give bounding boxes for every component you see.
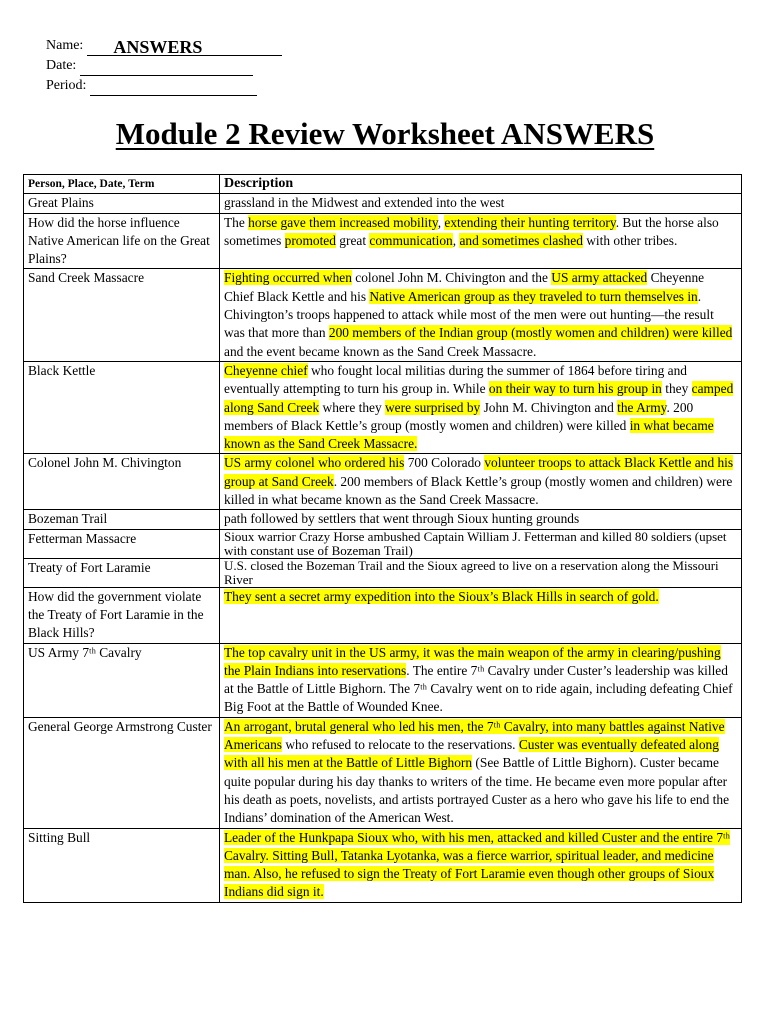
highlighted-text: volunteer troops to attack Black Kettle and his group at Sand Creek bbox=[224, 455, 734, 489]
description-cell bbox=[220, 454, 742, 510]
description-cell bbox=[220, 269, 742, 361]
description-text: who refused to relocate to the reservations. bbox=[282, 737, 519, 753]
description-cell bbox=[220, 194, 742, 213]
table-row bbox=[24, 529, 742, 558]
highlighted-text: the Army bbox=[617, 399, 667, 415]
term-cell: US Army 7ᵗʰ Cavalry bbox=[24, 643, 220, 717]
student-info-header bbox=[46, 36, 306, 96]
table-body bbox=[24, 194, 742, 902]
description-text: . Chivington’s troops happened to attack while most of the men were out hunting—the result was that more than bbox=[224, 288, 714, 341]
term-cell: General George Armstrong Custer bbox=[24, 717, 220, 828]
date-label: Date: bbox=[46, 58, 77, 73]
description-text: great bbox=[335, 232, 370, 248]
term-cell: Treaty of Fort Laramie bbox=[24, 558, 220, 587]
description-text: U.S. closed the Bozeman Trail and the Sioux agreed to live on a reservation along the Missouri River bbox=[224, 557, 719, 587]
term-cell: Fetterman Massacre bbox=[24, 529, 220, 558]
table-row bbox=[24, 213, 742, 269]
highlighted-text: camped along Sand Creek bbox=[224, 381, 734, 415]
highlighted-text: Cheyenne chief bbox=[224, 362, 308, 378]
description-text: Sioux warrior Crazy Horse ambushed Captain William J. Fetterman and killed 80 soldiers (upset with constant use of Bozeman Trail) bbox=[224, 528, 727, 558]
description-cell bbox=[220, 213, 742, 269]
description-text: . 200 members of Black Kettle’s group (mostly women and children) were killed bbox=[224, 399, 694, 433]
highlighted-text: and sometimes clashed bbox=[459, 232, 583, 248]
highlighted-text: Fighting occurred when bbox=[224, 270, 352, 286]
term-cell: Colonel John M. Chivington bbox=[24, 454, 220, 510]
description-cell bbox=[220, 529, 742, 558]
table-row bbox=[24, 194, 742, 213]
description-cell bbox=[220, 828, 742, 902]
description-cell bbox=[220, 361, 742, 453]
name-line bbox=[46, 36, 306, 56]
description-text: The bbox=[224, 214, 249, 230]
table-row bbox=[24, 587, 742, 643]
description-text: with other tribes. bbox=[582, 232, 678, 248]
term-cell: Black Kettle bbox=[24, 361, 220, 453]
highlighted-text: were surprised by bbox=[385, 399, 481, 415]
description-text: John M. Chivington and bbox=[480, 399, 618, 415]
description-text: (See Battle of Little Bighorn). Custer became quite popular during his day thanks to writers of the time. He became even more popular after his death as poets, novelists, and artists portrayed Custer as a hero who gave his life to end the Indians’ domination of the American West. bbox=[224, 755, 730, 826]
description-cell bbox=[220, 717, 742, 828]
period-line bbox=[46, 76, 306, 96]
description-text: , bbox=[437, 214, 445, 230]
date-line bbox=[46, 56, 306, 76]
name-value: ANSWERS bbox=[113, 37, 203, 57]
highlighted-text: Native American group as they traveled to turn themselves in bbox=[369, 288, 698, 304]
highlighted-text: An arrogant, brutal general who led his men, the 7ᵗʰ Cavalry, into many battles against Native Americans bbox=[224, 718, 725, 753]
worksheet-title-text: Module 2 Review Worksheet ANSWERS bbox=[115, 116, 655, 151]
highlighted-text: in what became known as the Sand Creek Massacre. bbox=[224, 417, 714, 452]
highlighted-text: extending their hunting territory bbox=[444, 214, 616, 230]
highlighted-text: 200 members of the Indian group (mostly women and children) were killed bbox=[328, 325, 733, 341]
table-row bbox=[24, 717, 742, 828]
description-text: where they bbox=[319, 399, 386, 415]
highlighted-text: communication bbox=[369, 232, 453, 248]
term-cell: Bozeman Trail bbox=[24, 510, 220, 529]
description-text: who fought local militias during the summer of 1864 before tiring and eventually attempting to turn his group in. While bbox=[224, 362, 687, 397]
description-text: Cheyenne Chief Black Kettle and his bbox=[224, 270, 705, 304]
highlighted-text: They sent a secret army expedition into the Sioux’s Black Hills in search of gold. bbox=[224, 588, 659, 604]
highlighted-text: US army attacked bbox=[551, 270, 648, 286]
period-field[interactable] bbox=[90, 80, 257, 96]
description-cell bbox=[220, 587, 742, 643]
period-label: Period: bbox=[46, 78, 87, 93]
table-row bbox=[24, 269, 742, 361]
review-table bbox=[23, 174, 742, 903]
description-text: . 200 members of Black Kettle’s group (mostly women and children) were killed in what became known as the Sand Creek Massacre. bbox=[224, 473, 733, 508]
description-cell bbox=[220, 643, 742, 717]
column-header-description: Description bbox=[220, 175, 742, 194]
column-header-term: Person, Place, Date, Term bbox=[24, 175, 220, 194]
description-text: colonel John M. Chivington and the bbox=[351, 270, 552, 286]
highlighted-text: promoted bbox=[284, 232, 336, 248]
highlighted-text: The top cavalry unit in the US army, it was the main weapon of the army in clearing/pushing the Plain Indians into reservations bbox=[224, 644, 721, 678]
name-field[interactable] bbox=[87, 37, 282, 57]
term-cell: Great Plains bbox=[24, 194, 220, 213]
description-text: they bbox=[661, 381, 692, 397]
worksheet-title bbox=[0, 116, 770, 152]
table-row bbox=[24, 828, 742, 902]
table-row bbox=[24, 558, 742, 587]
table-row bbox=[24, 361, 742, 453]
description-text: path followed by settlers that went through Sioux hunting grounds bbox=[224, 511, 580, 527]
description-cell bbox=[220, 558, 742, 587]
highlighted-text: US army colonel who ordered his bbox=[224, 455, 405, 471]
description-text: grassland in the Midwest and extended into the west bbox=[224, 195, 505, 211]
description-text: 700 Colorado bbox=[404, 455, 485, 471]
highlighted-text: on their way to turn his group in bbox=[488, 381, 662, 397]
highlighted-text: Leader of the Hunkpapa Sioux who, with his men, attacked and killed Custer and the entire 7ᵗʰ Cavalry. Sitting Bull, Tatanka Lyotanka, was a fierce warrior, spiritual leader, and medicine man. Also, he refused to sign the Treaty of Fort Laramie even though other groups of Sioux Indians did sign it. bbox=[224, 829, 730, 900]
description-text: . The entire 7ᵗʰ Cavalry under Custer’s leadership was killed at the Battle of Little Bighorn. The 7ᵗʰ Cavalry went on to ride again, including defeating Chief Big Foot at the Battle of Wounded Knee. bbox=[224, 662, 733, 715]
highlighted-text: horse gave them increased mobility bbox=[248, 214, 438, 230]
term-cell: How did the horse influence Native American life on the Great Plains? bbox=[24, 213, 220, 269]
description-cell bbox=[220, 510, 742, 529]
date-field[interactable] bbox=[80, 60, 253, 76]
table-row bbox=[24, 454, 742, 510]
term-cell: Sand Creek Massacre bbox=[24, 269, 220, 361]
description-text: . But the horse also sometimes bbox=[224, 214, 719, 248]
table-row bbox=[24, 643, 742, 717]
table-row bbox=[24, 510, 742, 529]
term-cell: Sitting Bull bbox=[24, 828, 220, 902]
name-label: Name: bbox=[46, 38, 84, 53]
table-header-row bbox=[24, 175, 742, 194]
description-text: , bbox=[452, 232, 460, 248]
highlighted-text: Custer was eventually defeated along with all his men at the Battle of Little Bighorn bbox=[224, 737, 719, 771]
term-cell: How did the government violate the Treaty of Fort Laramie in the Black Hills? bbox=[24, 587, 220, 643]
description-text: and the event became known as the Sand Creek Massacre. bbox=[224, 343, 537, 359]
